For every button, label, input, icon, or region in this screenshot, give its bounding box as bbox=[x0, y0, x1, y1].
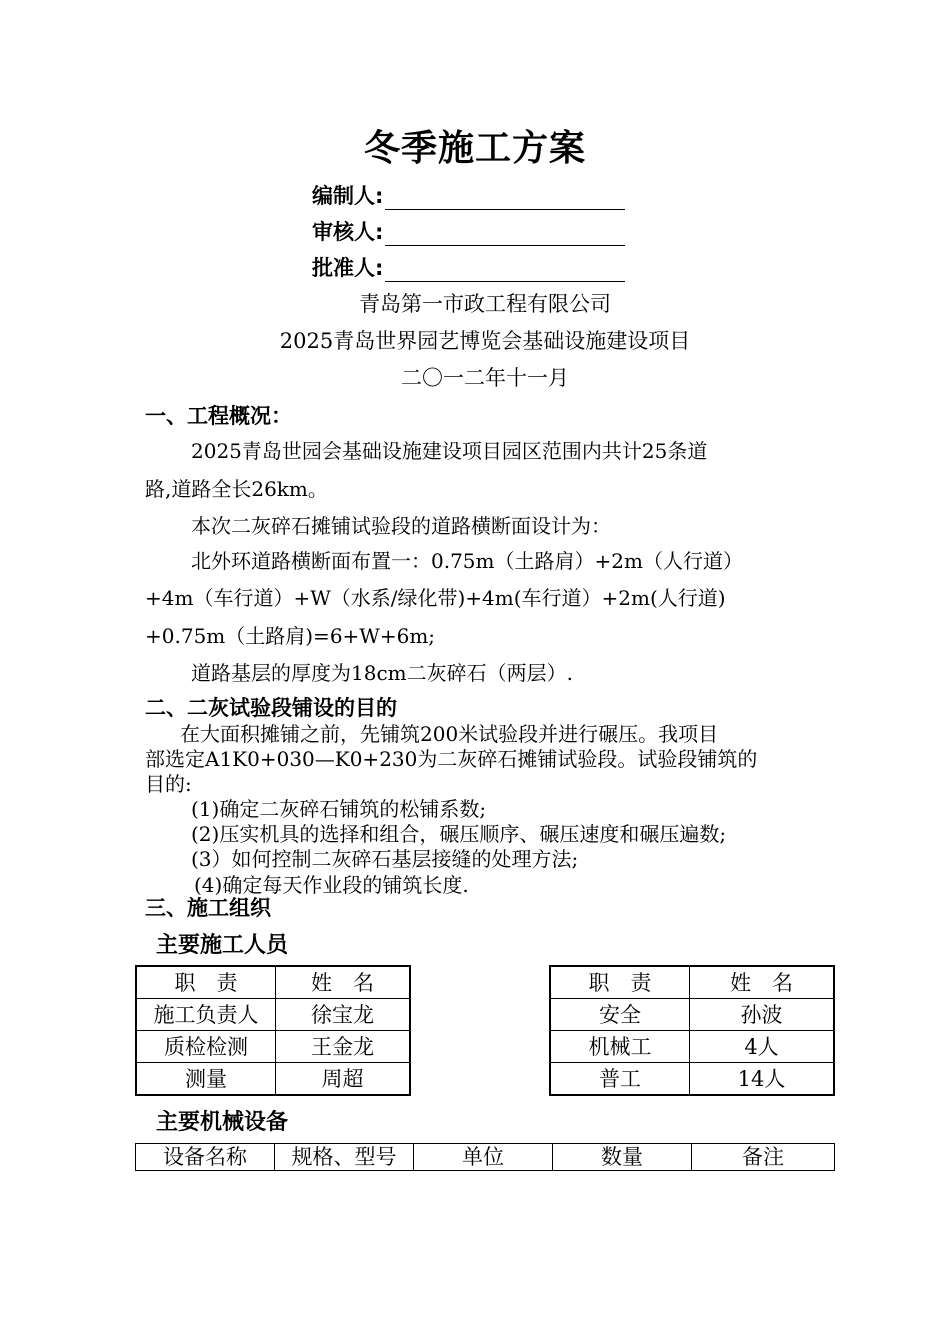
table-cell: 孙波 bbox=[690, 999, 835, 1031]
section1-paragraph: 路,道路全长26km。 bbox=[145, 477, 328, 501]
table-header-cell: 备注 bbox=[692, 1144, 835, 1171]
section1-paragraph: 本次二灰碎石摊铺试验段的道路横断面设计为： bbox=[191, 514, 611, 538]
compiler-blank bbox=[385, 187, 625, 210]
table-cell: 施工负责人 bbox=[136, 999, 276, 1031]
table-row bbox=[550, 999, 834, 1031]
purpose-item: (4)确定每天作业段的铺筑长度. bbox=[194, 873, 469, 897]
table-cell: 测量 bbox=[136, 1063, 276, 1096]
table-header-cell: 设备名称 bbox=[136, 1144, 275, 1171]
section2-paragraph: 部选定A1K0+030—K0+230为二灰碎石摊铺试验段。试验段铺筑的 bbox=[145, 747, 758, 771]
table-cell: 安全 bbox=[550, 999, 690, 1031]
table-header-row bbox=[136, 1144, 835, 1171]
table-cell: 周超 bbox=[276, 1063, 411, 1096]
approver-signature-line bbox=[312, 252, 625, 282]
section3-heading: 三、施工组织 bbox=[145, 896, 271, 920]
table-header-cell: 单位 bbox=[414, 1144, 553, 1171]
section1-paragraph: +4m（车行道）+W（水系/绿化带)+4m(车行道）+2m(人行道) bbox=[145, 586, 726, 610]
table-row bbox=[136, 1031, 410, 1063]
reviewer-label: 审核人: bbox=[312, 220, 384, 244]
table-row bbox=[136, 1063, 410, 1096]
table-cell: 普工 bbox=[550, 1063, 690, 1096]
personnel-table-left bbox=[135, 965, 411, 1096]
section2-paragraph: 在大面积摊铺之前，先铺筑200米试验段并进行碾压。我项目 bbox=[180, 722, 719, 746]
table-row bbox=[550, 1063, 834, 1096]
project-name: 2025青岛世界园艺博览会基础设施建设项目 bbox=[279, 329, 691, 353]
table-cell: 职 责 bbox=[550, 966, 690, 999]
reviewer-blank bbox=[385, 223, 625, 246]
table-row bbox=[136, 966, 410, 999]
equipment-title: 主要机械设备 bbox=[156, 1110, 289, 1135]
section1-paragraph: +0.75m（土路肩)=6+W+6m; bbox=[145, 624, 436, 648]
purpose-item: (2)压实机具的选择和组合，碾压顺序、碾压速度和碾压遍数; bbox=[191, 822, 727, 846]
table-row bbox=[550, 966, 834, 999]
approver-label: 批准人: bbox=[312, 256, 384, 280]
purpose-item: (1)确定二灰碎石铺筑的松铺系数; bbox=[191, 797, 487, 821]
section2-paragraph: 目的: bbox=[145, 772, 192, 796]
table-cell: 质检检测 bbox=[136, 1031, 276, 1063]
document-title: 冬季施工方案 bbox=[363, 127, 586, 169]
table-cell: 14人 bbox=[690, 1063, 835, 1096]
section2-heading: 二、二灰试验段铺设的目的 bbox=[145, 696, 397, 720]
equipment-table bbox=[135, 1143, 835, 1171]
approver-blank bbox=[385, 259, 625, 282]
table-cell: 4人 bbox=[690, 1031, 835, 1063]
company-name: 青岛第一市政工程有限公司 bbox=[359, 292, 611, 316]
personnel-title: 主要施工人员 bbox=[156, 933, 289, 958]
table-header-cell: 数量 bbox=[553, 1144, 692, 1171]
reviewer-signature-line bbox=[312, 216, 625, 246]
purpose-item: (3）如何控制二灰碎石基层接缝的处理方法; bbox=[191, 847, 579, 871]
table-header-cell: 规格、型号 bbox=[275, 1144, 414, 1171]
table-cell: 姓 名 bbox=[276, 966, 411, 999]
compiler-signature-line bbox=[312, 180, 625, 210]
table-cell: 徐宝龙 bbox=[276, 999, 411, 1031]
compiler-label: 编制人: bbox=[312, 184, 384, 208]
section1-paragraph: 道路基层的厚度为18cm二灰碎石（两层）. bbox=[191, 661, 573, 685]
table-row bbox=[550, 1031, 834, 1063]
section1-paragraph: 北外环道路横断面布置一：0.75m（土路肩）+2m（人行道） bbox=[191, 549, 743, 573]
section1-paragraph: 2025青岛世园会基础设施建设项目园区范围内共计25条道 bbox=[191, 439, 708, 463]
document-date: 二〇一二年十一月 bbox=[401, 366, 569, 390]
table-cell: 职 责 bbox=[136, 966, 276, 999]
table-row bbox=[136, 999, 410, 1031]
table-cell: 姓 名 bbox=[690, 966, 835, 999]
table-cell: 机械工 bbox=[550, 1031, 690, 1063]
personnel-table-right bbox=[549, 965, 835, 1096]
table-cell: 王金龙 bbox=[276, 1031, 411, 1063]
section1-heading: 一、工程概况： bbox=[145, 404, 292, 428]
